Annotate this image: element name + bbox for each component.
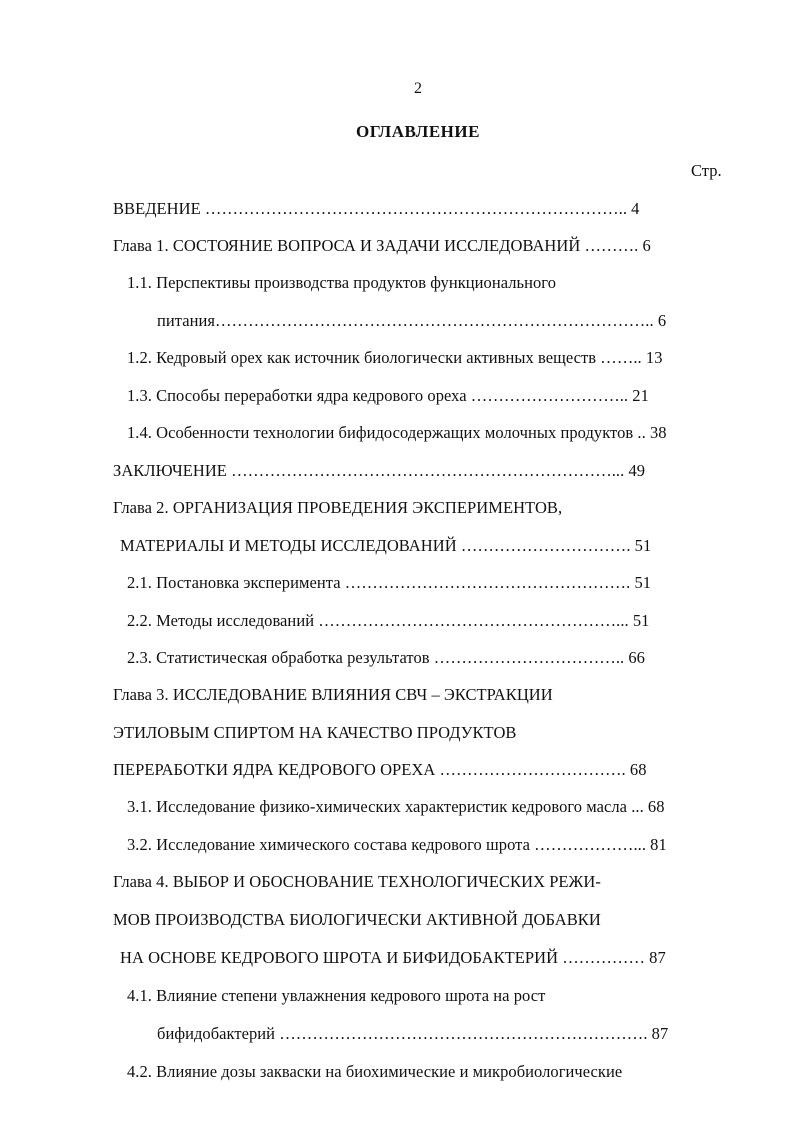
page-number: 2 xyxy=(414,80,422,97)
toc-entry: Глава 4. ВЫБОР И ОБОСНОВАНИЕ ТЕХНОЛОГИЧЕСКИХ РЕЖИ- xyxy=(113,872,601,891)
toc-entry: МОВ ПРОИЗВОДСТВА БИОЛОГИЧЕСКИ АКТИВНОЙ ДОБАВКИ xyxy=(113,910,601,929)
toc-entry: МАТЕРИАЛЫ И МЕТОДЫ ИССЛЕДОВАНИЙ …………………………. 51 xyxy=(120,536,652,555)
toc-entry: 4.2. Влияние дозы закваски на биохимические и микробиологические xyxy=(127,1062,623,1081)
toc-entry: 1.3. Способы переработки ядра кедрового ореха ……………………….. 21 xyxy=(127,386,649,405)
toc-entry: бифидобактерий …………………………………………………………. 87 xyxy=(157,1024,669,1043)
toc-entry: 2.2. Методы исследований ………………………………………………... 51 xyxy=(127,611,650,630)
toc-entry: 3.2. Исследование химического состава кедрового шрота ………………... 81 xyxy=(127,835,667,854)
page-column-label: Стр. xyxy=(691,161,722,180)
toc-entry: ВВЕДЕНИЕ ………………………………………………………………….. 4 xyxy=(113,199,640,218)
toc-entry: 3.1. Исследование физико-химических характеристик кедрового масла ... 68 xyxy=(127,797,665,816)
toc-entry: Глава 3. ИССЛЕДОВАНИЕ ВЛИЯНИЯ СВЧ – ЭКСТРАКЦИИ xyxy=(113,685,553,704)
toc-entry: 1.1. Перспективы производства продуктов функционального xyxy=(127,273,557,292)
toc-entry: питания…………………………………………………………………….. 6 xyxy=(157,311,667,330)
toc-entry: Глава 2. ОРГАНИЗАЦИЯ ПРОВЕДЕНИЯ ЭКСПЕРИМЕНТОВ, xyxy=(113,498,563,517)
toc-entry: 4.1. Влияние степени увлажнения кедрового шрота на рост xyxy=(127,986,546,1005)
toc-entry: 1.4. Особенности технологии бифидосодержащих молочных продуктов .. 38 xyxy=(127,423,667,442)
toc-entry: Глава 1. СОСТОЯНИЕ ВОПРОСА И ЗАДАЧИ ИССЛЕДОВАНИЙ ………. 6 xyxy=(113,236,651,255)
toc-entry: ПЕРЕРАБОТКИ ЯДРА КЕДРОВОГО ОРЕХА ……………………………. 68 xyxy=(113,760,647,779)
toc-entry: 2.3. Статистическая обработка результатов …………………………….. 66 xyxy=(127,648,645,667)
page-title: ОГЛАВЛЕНИЕ xyxy=(356,122,480,141)
toc-entry: 2.1. Постановка эксперимента ……………………………………………. 51 xyxy=(127,573,652,592)
toc-entry: 1.2. Кедровый орех как источник биологически активных веществ …….. 13 xyxy=(127,348,663,367)
toc-entry: НА ОСНОВЕ КЕДРОВОГО ШРОТА И БИФИДОБАКТЕРИЙ …………… 87 xyxy=(120,948,666,967)
toc-entry: ЗАКЛЮЧЕНИЕ ……………………………………………………………... 49 xyxy=(113,461,646,480)
toc-entry: ЭТИЛОВЫМ СПИРТОМ НА КАЧЕСТВО ПРОДУКТОВ xyxy=(113,723,517,742)
